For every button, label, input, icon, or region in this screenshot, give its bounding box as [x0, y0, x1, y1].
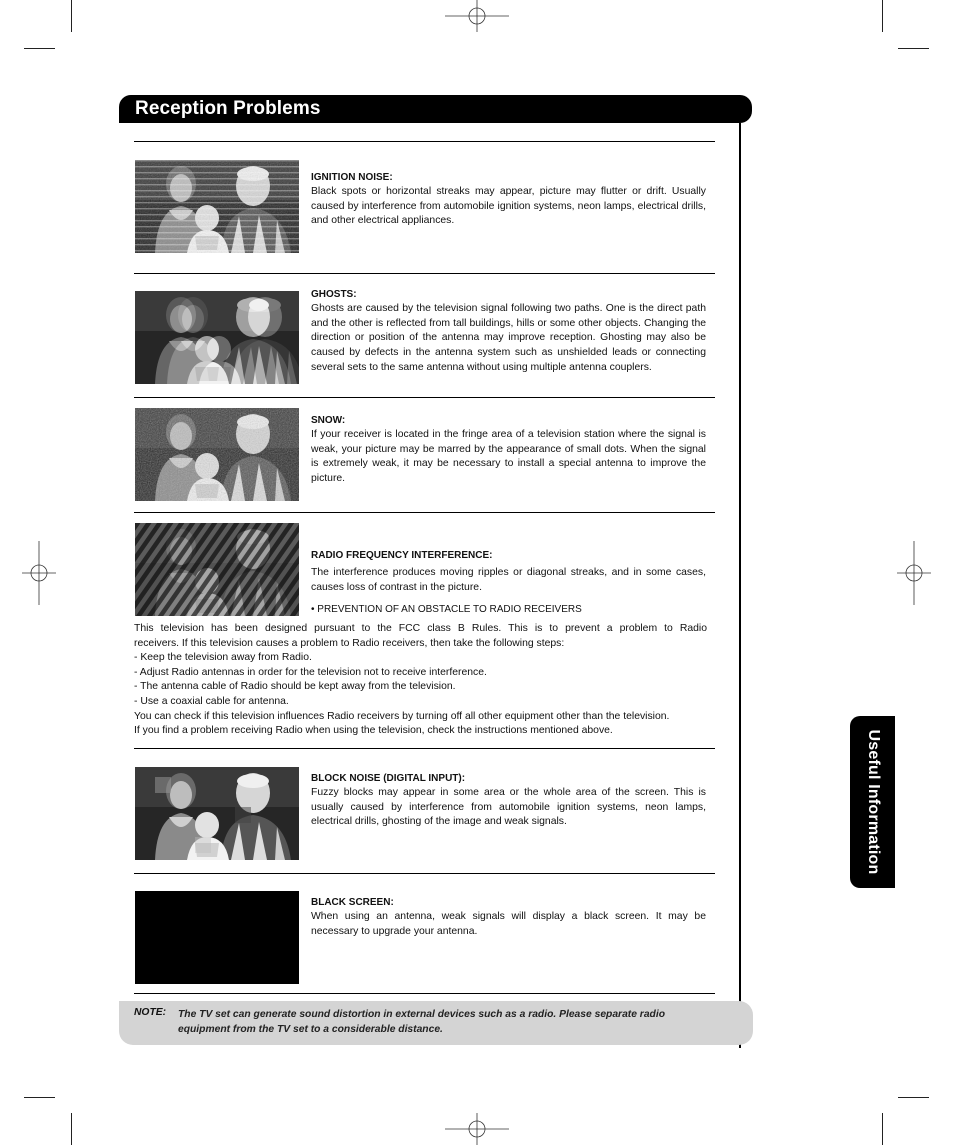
section-body: Ghosts are caused by the television signal following two paths. One is the direct path and the other is reflected from tall buildings, hills or some other objects. Changing the direction or position of the antenna may improve reception. Ghosting may also be caused by defects in the antenna system such as unshielded leads or connecting several sets to the same antenna without using multiple antenna couplers. [311, 303, 706, 373]
fcc-closing-line: If you find a problem receiving Radio when using the television, check the instructions mentioned above. [134, 725, 613, 737]
section-divider [134, 273, 715, 274]
photo-ignition-noise [135, 160, 299, 253]
section-divider [134, 397, 715, 398]
photo-ghosts [135, 291, 299, 384]
section-title: RADIO FREQUENCY INTERFERENCE: [311, 550, 493, 561]
page-title: Reception Problems [135, 98, 321, 119]
section-divider [134, 748, 715, 749]
registration-mark-top [445, 0, 509, 32]
section-body: When using an antenna, weak signals will display a black screen. It may be necessary to upgrade your antenna. [311, 911, 706, 937]
registration-mark-right [897, 541, 931, 605]
section-title: IGNITION NOISE: [311, 172, 393, 183]
section-body: Black spots or horizontal streaks may appear, picture may flutter or drift. Usually caused by interference from automobile ignition systems, neon lamps, electrical drills, and other electrical appliances. [311, 186, 706, 227]
section-title: BLACK SCREEN: [311, 897, 394, 908]
section-body: The interference produces moving ripples or diagonal streaks, and in some cases, causes loss of contrast in the picture. [311, 567, 706, 593]
fcc-step: - Use a coaxial cable for antenna. [134, 695, 289, 707]
photo-rf-interference [135, 523, 299, 616]
section-title: SNOW: [311, 415, 346, 426]
note-box [119, 1001, 753, 1045]
section-divider [134, 512, 715, 513]
registration-mark-left [22, 541, 56, 605]
note-text: The TV set can generate sound distortion in external devices such as a radio. Please separate radio equipment from the TV set to a considerable distance. [178, 1009, 665, 1035]
side-tab-label: Useful Information [864, 729, 882, 875]
section-title: BLOCK NOISE (DIGITAL INPUT): [311, 773, 466, 784]
photo-snow [135, 408, 299, 501]
fcc-intro-line: This television has been designed pursuant to the FCC class B Rules. This is to prevent a problem to Radio [134, 623, 707, 634]
photo-block-noise [135, 767, 299, 860]
header-bar [119, 95, 752, 123]
rf-bullet: • PREVENTION OF AN OBSTACLE TO RADIO RECEIVERS [311, 604, 582, 615]
fcc-step: - The antenna cable of Radio should be kept away from the television. [134, 681, 456, 693]
section-divider [134, 873, 715, 874]
fcc-paragraph [134, 622, 707, 739]
side-tab [850, 716, 895, 888]
section-title: GHOSTS: [311, 289, 357, 300]
section-divider [134, 141, 715, 142]
note-label: NOTE: [134, 1007, 167, 1018]
photo-black-screen [135, 891, 299, 984]
margin-rule [739, 123, 741, 1048]
section-body: Fuzzy blocks may appear in some area or the whole area of the screen. This is usually caused by interference from automobile ignition systems, neon lamps, electrical drills, ghosting of the image and weak signals. [311, 787, 706, 828]
fcc-intro-line: receivers. If this television causes a problem to Radio receivers, then take the following steps: [134, 637, 565, 649]
fcc-step: - Adjust Radio antennas in order for the television not to receive interference. [134, 666, 487, 678]
section-divider [134, 993, 715, 994]
fcc-closing-line: You can check if this television influences Radio receivers by turning off all other equipment other than the television. [134, 710, 670, 722]
fcc-step: - Keep the television away from Radio. [134, 652, 312, 664]
registration-mark-bottom [445, 1113, 509, 1145]
section-body: If your receiver is located in the fringe area of a television station where the signal is weak, your picture may be marred by the appearance of small dots. When the signal is extremely weak, it may be necessary to install a special antenna to improve the picture. [311, 429, 706, 485]
